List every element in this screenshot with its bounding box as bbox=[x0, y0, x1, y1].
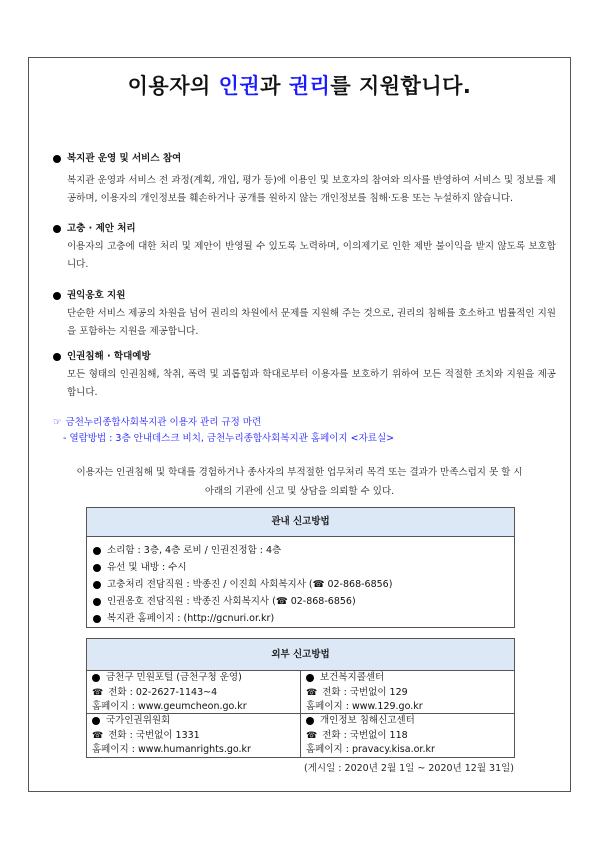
agency-name-line bbox=[306, 671, 509, 686]
section-service-participation bbox=[53, 150, 556, 208]
agency-phone: 전화 : 국번없이 129 bbox=[322, 686, 408, 698]
list-item-text: 인권옹호 전담직원 : 박종진 사회복지사 (☎ 02-868-6856) bbox=[107, 596, 356, 607]
list-item bbox=[93, 610, 508, 627]
title-part-3: 를 지원합니다. bbox=[330, 74, 472, 98]
section-advocacy bbox=[53, 287, 556, 341]
agency-phone: 전화 : 국번없이 1331 bbox=[108, 729, 200, 741]
list-item-text: 고충처리 전담직원 : 박종진 / 이진희 사회복지사 (☎ 02-868-6856) bbox=[107, 579, 393, 590]
posting-period: (게시일 : 2020년 2월 1일 ~ 2020년 12월 31일) bbox=[304, 763, 514, 774]
agency-cell-privacy bbox=[301, 714, 514, 757]
section-heading bbox=[53, 220, 556, 238]
list-item bbox=[93, 576, 508, 593]
agency-phone-line bbox=[306, 729, 509, 744]
page-title bbox=[29, 70, 570, 100]
phone-icon: ☎ bbox=[306, 687, 318, 698]
agency-phone-line bbox=[92, 686, 295, 701]
internal-report-heading: 관내 신고방법 bbox=[87, 508, 514, 537]
list-item-text: 유선 및 내방 : 수시 bbox=[107, 562, 187, 573]
section-grievance bbox=[53, 220, 556, 274]
bullet-icon bbox=[93, 547, 101, 555]
bullet-icon bbox=[92, 717, 100, 725]
agency-name: 개인정보 침해신고센터 bbox=[320, 715, 415, 726]
bullet-icon bbox=[53, 353, 61, 361]
agency-name-line bbox=[306, 714, 509, 729]
agency-grid bbox=[87, 671, 514, 757]
internal-report-box bbox=[86, 507, 515, 628]
intro-line-2: 아래의 기관에 신고 및 상담을 의뢰할 수 있다. bbox=[204, 486, 395, 497]
report-intro bbox=[59, 463, 540, 501]
agency-homepage[interactable]: 홈페이지 : www.humanrights.go.kr bbox=[92, 744, 251, 755]
agency-name: 국가인권위원회 bbox=[106, 715, 171, 726]
agency-homepage[interactable]: 홈페이지 : www.129.go.kr bbox=[306, 701, 423, 712]
agency-phone: 전화 : 국번없이 118 bbox=[322, 729, 408, 741]
agency-cell-humanrights bbox=[87, 714, 301, 757]
title-part-2: 과 bbox=[260, 74, 289, 98]
agency-phone-line bbox=[306, 686, 509, 701]
bullet-icon bbox=[53, 292, 61, 300]
section-heading-text: 권익옹호 지원 bbox=[67, 290, 126, 301]
title-highlight-human-rights: 인권 bbox=[218, 74, 261, 98]
agency-name-line bbox=[92, 671, 295, 686]
external-report-heading: 외부 신고방법 bbox=[87, 639, 514, 671]
bullet-icon bbox=[53, 225, 61, 233]
regulation-notice bbox=[53, 415, 394, 447]
section-heading bbox=[53, 348, 556, 366]
external-report-box bbox=[86, 638, 515, 758]
agency-name: 금천구 민원포털 (금천구청 운영) bbox=[106, 672, 242, 683]
agency-phone-line bbox=[92, 729, 295, 744]
notice-line-1 bbox=[53, 415, 394, 431]
bullet-icon bbox=[306, 717, 314, 725]
title-part-1: 이용자의 bbox=[127, 74, 219, 98]
bullet-icon bbox=[93, 581, 101, 589]
title-highlight-rights: 권리 bbox=[288, 74, 331, 98]
agency-homepage[interactable]: 홈페이지 : pravacy.kisa.or.kr bbox=[306, 744, 435, 755]
section-heading-text: 고충 · 제안 처리 bbox=[67, 223, 136, 234]
section-heading bbox=[53, 150, 556, 168]
bullet-icon bbox=[93, 564, 101, 572]
notice-line-2: - 열람방법 : 3층 안내데스크 비치, 금천누리종합사회복지관 홈페이지 <자료실> bbox=[63, 433, 395, 444]
section-heading-text: 인권침해 · 학대예방 bbox=[67, 351, 151, 362]
bullet-icon bbox=[306, 674, 314, 682]
bullet-icon bbox=[53, 155, 61, 163]
agency-phone: 전화 : 02-2627-1143~4 bbox=[108, 686, 218, 698]
section-body: 복지관 운영과 서비스 전 과정(계획, 개입, 평가 등)에 이용인 및 보호자의 참여와 의사를 반영하여 서비스 및 정보를 제공하며, 이용자의 개인정보를 훼손하거나 공개를 원하지 않는 개인정보를 침해·도용 또는 누설하지 않습니다. bbox=[67, 175, 556, 204]
intro-line-1: 이용자는 인권침해 및 학대를 경험하거나 종사자의 부적절한 업무처리 목격 또는 결과가 만족스럽지 못 할 시 bbox=[76, 467, 523, 478]
agency-cell-129 bbox=[301, 671, 514, 714]
section-heading-text: 복지관 운영 및 서비스 참여 bbox=[67, 153, 182, 164]
agency-name-line bbox=[92, 714, 295, 729]
list-item bbox=[93, 559, 508, 576]
internal-report-list bbox=[87, 537, 514, 632]
section-heading bbox=[53, 287, 556, 305]
page-frame bbox=[28, 57, 571, 792]
pointing-hand-icon: ☞ bbox=[53, 417, 62, 428]
notice-text: 금천누리종합사회복지관 이용자 관리 규정 마련 bbox=[65, 417, 262, 428]
bullet-icon bbox=[93, 598, 101, 606]
phone-icon: ☎ bbox=[306, 730, 318, 741]
homepage-link[interactable]: 복지관 홈페이지 : (http://gcnuri.or.kr) bbox=[107, 613, 275, 624]
bullet-icon bbox=[93, 615, 101, 623]
agency-cell-geumcheon bbox=[87, 671, 301, 714]
phone-icon: ☎ bbox=[92, 687, 104, 698]
section-body: 모든 형태의 인권침해, 착취, 폭력 및 괴롭힘과 학대로부터 이용자를 보호하기 위하여 모든 적절한 조치와 지원을 제공합니다. bbox=[67, 369, 556, 398]
list-item bbox=[93, 593, 508, 610]
phone-icon: ☎ bbox=[92, 730, 104, 741]
list-item bbox=[93, 542, 508, 559]
section-body: 단순한 서비스 제공의 차원을 넘어 권리의 차원에서 문제를 지원해 주는 것으로, 권리의 침해를 호소하고 법률적인 지원을 포함하는 지원을 제공합니다. bbox=[67, 308, 556, 337]
section-abuse-prevention bbox=[53, 348, 556, 402]
bullet-icon bbox=[92, 674, 100, 682]
list-item-text: 소리함 : 3층, 4층 로비 / 인권진정함 : 4층 bbox=[107, 545, 282, 556]
agency-homepage[interactable]: 홈페이지 : www.geumcheon.go.kr bbox=[92, 701, 247, 712]
section-body: 이용자의 고충에 대한 처리 및 제안이 반영될 수 있도록 노력하며, 이의제기로 인한 제반 불이익을 받지 않도록 보호합니다. bbox=[67, 241, 556, 270]
agency-name: 보건복지콜센터 bbox=[320, 672, 385, 683]
